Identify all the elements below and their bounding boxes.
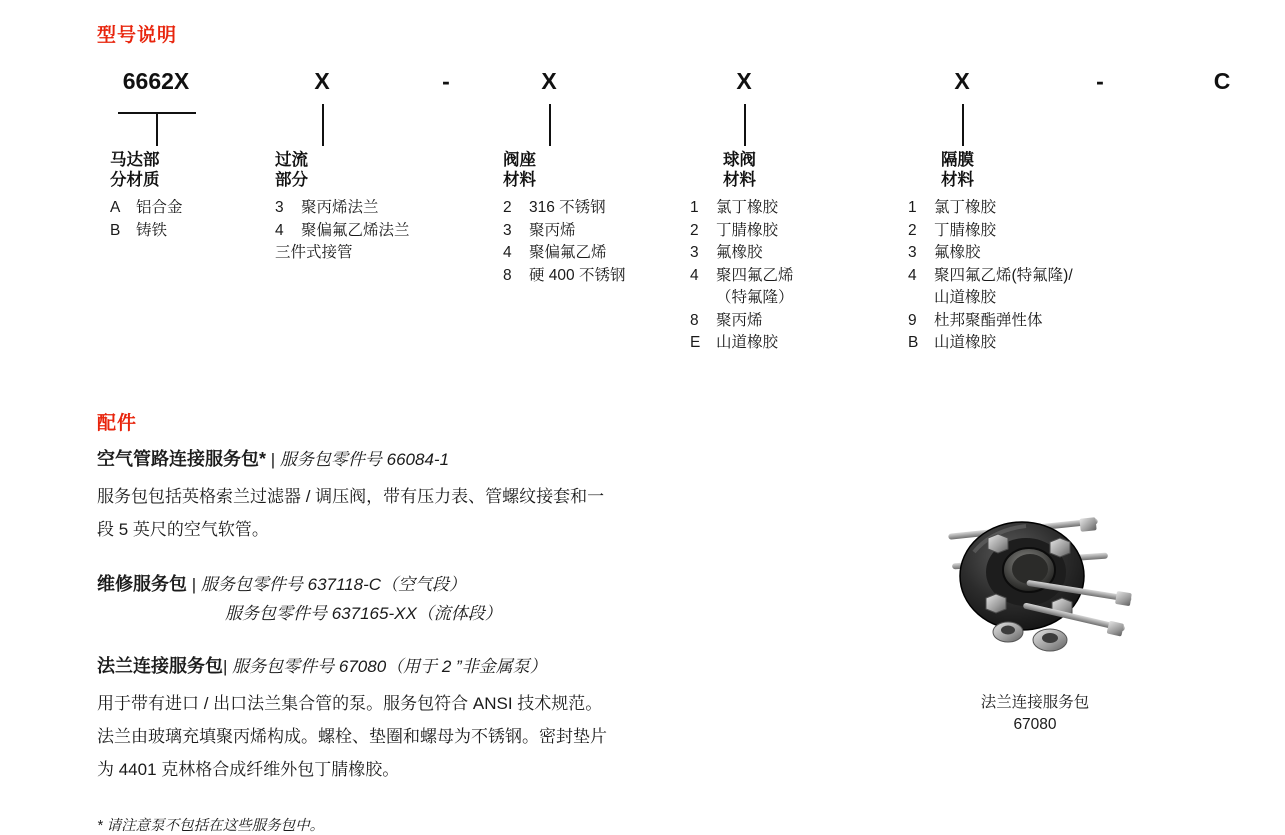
column-seat-material xyxy=(503,150,625,287)
code-char-0: 6662X xyxy=(122,68,190,94)
column-seat-options xyxy=(503,197,625,287)
option-key: 2 xyxy=(503,199,512,216)
option-value: 山道橡胶 xyxy=(716,334,779,351)
bracket-stem-wetted xyxy=(322,104,324,146)
model-section-title: 型号说明 xyxy=(97,25,178,46)
option-key: 1 xyxy=(690,199,699,216)
option-value: 氟橡胶 xyxy=(716,244,763,261)
option-row xyxy=(908,265,1073,288)
option-row xyxy=(503,220,625,243)
code-char-5: X xyxy=(954,68,970,94)
option-row xyxy=(690,332,794,355)
option-key: 2 xyxy=(690,221,699,239)
photo-caption-line-1: 法兰连接服务包 xyxy=(980,694,1090,711)
option-value: 铸铁 xyxy=(136,221,168,239)
accessory-item-1-star: * xyxy=(259,449,267,469)
column-seat-head-1: 阀座 xyxy=(503,151,536,169)
flange-kit-photo xyxy=(930,480,1140,680)
option-key: B xyxy=(908,334,919,351)
option-value: 聚偏氟乙烯法兰 xyxy=(301,221,410,239)
accessory-item-2-part-2-line xyxy=(225,599,897,628)
option-row xyxy=(690,242,794,265)
accessory-item-3-heading xyxy=(97,652,897,681)
option-row xyxy=(275,220,410,243)
accessory-item-3-part: 服务包零件号 67080（用于 2 ”非金属泵） xyxy=(232,657,547,676)
option-row xyxy=(690,197,794,220)
option-key: 1 xyxy=(908,199,917,216)
model-code-row xyxy=(0,68,1285,104)
option-row xyxy=(908,310,1073,333)
option-value: 氯丁橡胶 xyxy=(934,199,997,216)
accessory-item-3-name: 法兰连接服务包 xyxy=(97,656,223,676)
bracket-stem-motor xyxy=(156,112,158,146)
bracket-stem-seat xyxy=(549,104,551,146)
accessory-item-1-heading xyxy=(97,445,897,474)
option-value: 氟橡胶 xyxy=(934,244,981,261)
column-diaphragm-material xyxy=(908,150,1073,355)
option-row xyxy=(275,197,410,220)
option-key: 4 xyxy=(908,266,917,284)
code-char-1: X xyxy=(314,68,330,94)
code-char-6: - xyxy=(1096,68,1104,94)
accessory-item-1-part: 服务包零件号 66084-1 xyxy=(279,450,450,469)
option-continuation: 三件式接管 xyxy=(275,244,353,261)
accessory-item-2-sep: | xyxy=(191,575,197,594)
option-row xyxy=(503,197,625,220)
option-value: 丁腈橡胶 xyxy=(716,221,779,239)
option-value: 聚丙烯 xyxy=(716,311,763,329)
option-continuation: 山道橡胶 xyxy=(934,289,997,306)
accessories-body xyxy=(97,445,897,835)
option-key: B xyxy=(110,221,121,239)
option-row xyxy=(690,220,794,243)
accessory-item-1-body-line-2: 段 5 英尺的空气软管。 xyxy=(97,520,269,539)
column-wetted-parts xyxy=(275,150,410,265)
column-ball-head-1: 球阀 xyxy=(723,151,756,169)
option-row xyxy=(503,265,625,288)
column-motor-head-2: 分材质 xyxy=(110,171,160,189)
column-diaphragm-options xyxy=(908,197,1073,355)
option-value: 硬 400 不锈钢 xyxy=(529,266,626,284)
column-ball-material xyxy=(690,150,794,355)
accessory-item-3-body-line-3: 为 4401 克林格合成纤维外包丁腈橡胶。 xyxy=(97,760,400,779)
option-row xyxy=(908,220,1073,243)
accessory-item-1-name: 空气管路连接服务包 xyxy=(97,449,259,469)
option-value: 聚偏氟乙烯 xyxy=(529,244,607,261)
accessory-item-2-name: 维修服务包 xyxy=(97,574,187,594)
option-key: 3 xyxy=(908,244,917,261)
option-key: 3 xyxy=(275,199,284,216)
photo-caption xyxy=(930,692,1140,736)
option-key: 9 xyxy=(908,311,917,329)
column-wetted-head-2: 部分 xyxy=(275,171,308,189)
code-char-2: - xyxy=(442,68,450,94)
option-row xyxy=(908,242,1073,265)
option-row xyxy=(503,242,625,265)
option-value: 铝合金 xyxy=(136,199,183,216)
column-ball-options xyxy=(690,197,794,355)
accessory-item-1-sep: | xyxy=(270,450,276,469)
accessory-item-3-body-line-1: 用于带有进口 / 出口法兰集合管的泵。服务包符合 ANSI 技术规范。 xyxy=(97,694,603,713)
option-value: 山道橡胶 xyxy=(934,334,997,351)
flange-kit-illustration xyxy=(930,480,1140,680)
option-row xyxy=(908,197,1073,220)
option-row xyxy=(690,310,794,333)
option-value: 聚丙烯 xyxy=(529,221,576,239)
option-key: 8 xyxy=(690,311,699,329)
column-seat-head-2: 材料 xyxy=(503,171,536,189)
accessory-item-3-body-line-2: 法兰由玻璃充填聚丙烯构成。螺栓、垫圈和螺母为不锈钢。密封垫片 xyxy=(97,727,607,746)
option-value: 丁腈橡胶 xyxy=(934,221,997,239)
code-char-7: C xyxy=(1213,68,1231,94)
option-value: 杜邦聚酯弹性体 xyxy=(934,311,1043,329)
column-diaphragm-head-1: 隔膜 xyxy=(941,151,974,169)
bracket-stem-ball xyxy=(744,104,746,146)
accessory-item-2-heading xyxy=(97,570,897,599)
option-row xyxy=(908,332,1073,355)
option-continuation: （特氟隆） xyxy=(716,289,794,306)
column-diaphragm-head-2: 材料 xyxy=(941,171,974,189)
photo-caption-line-2: 67080 xyxy=(1013,716,1057,733)
code-char-3: X xyxy=(541,68,557,94)
accessory-item-1-body-line-1: 服务包包括英格索兰过滤器 / 调压阀，带有压力表、管螺纹接套和一 xyxy=(97,487,605,506)
column-wetted-options xyxy=(275,197,410,265)
option-key: E xyxy=(690,334,701,351)
option-value: 聚四氟乙烯(特氟隆)/ xyxy=(934,266,1073,284)
column-motor-options xyxy=(110,197,183,242)
column-wetted-head-1: 过流 xyxy=(275,151,308,169)
accessory-footnote: * 请注意泵不包括在这些服务包中。 xyxy=(97,818,325,834)
option-row xyxy=(690,265,794,288)
option-key: 8 xyxy=(503,266,512,284)
column-motor-material xyxy=(110,150,183,242)
column-motor-head-1: 马达部 xyxy=(110,151,160,169)
option-key: 3 xyxy=(690,244,699,261)
bracket-stem-diaphragm xyxy=(962,104,964,146)
accessory-item-3-sep: | xyxy=(223,657,228,676)
accessory-item-2-part-2: 服务包零件号 637165-XX（流体段） xyxy=(225,604,502,623)
option-key: 2 xyxy=(908,221,917,239)
option-value: 聚四氟乙烯 xyxy=(716,266,794,284)
option-row xyxy=(110,220,183,243)
option-key: A xyxy=(110,199,121,216)
option-key: 4 xyxy=(690,266,699,284)
option-key: 4 xyxy=(275,221,284,239)
accessories-section-title: 配件 xyxy=(97,413,138,434)
option-row xyxy=(110,197,183,220)
option-value: 氯丁橡胶 xyxy=(716,199,779,216)
column-ball-head-2: 材料 xyxy=(723,171,756,189)
accessory-item-2-part-1: 服务包零件号 637118-C（空气段） xyxy=(200,575,467,594)
option-value: 316 不锈钢 xyxy=(529,199,606,216)
code-char-4: X xyxy=(736,68,752,94)
option-key: 3 xyxy=(503,221,512,239)
option-value: 聚丙烯法兰 xyxy=(301,199,379,216)
option-key: 4 xyxy=(503,244,512,261)
